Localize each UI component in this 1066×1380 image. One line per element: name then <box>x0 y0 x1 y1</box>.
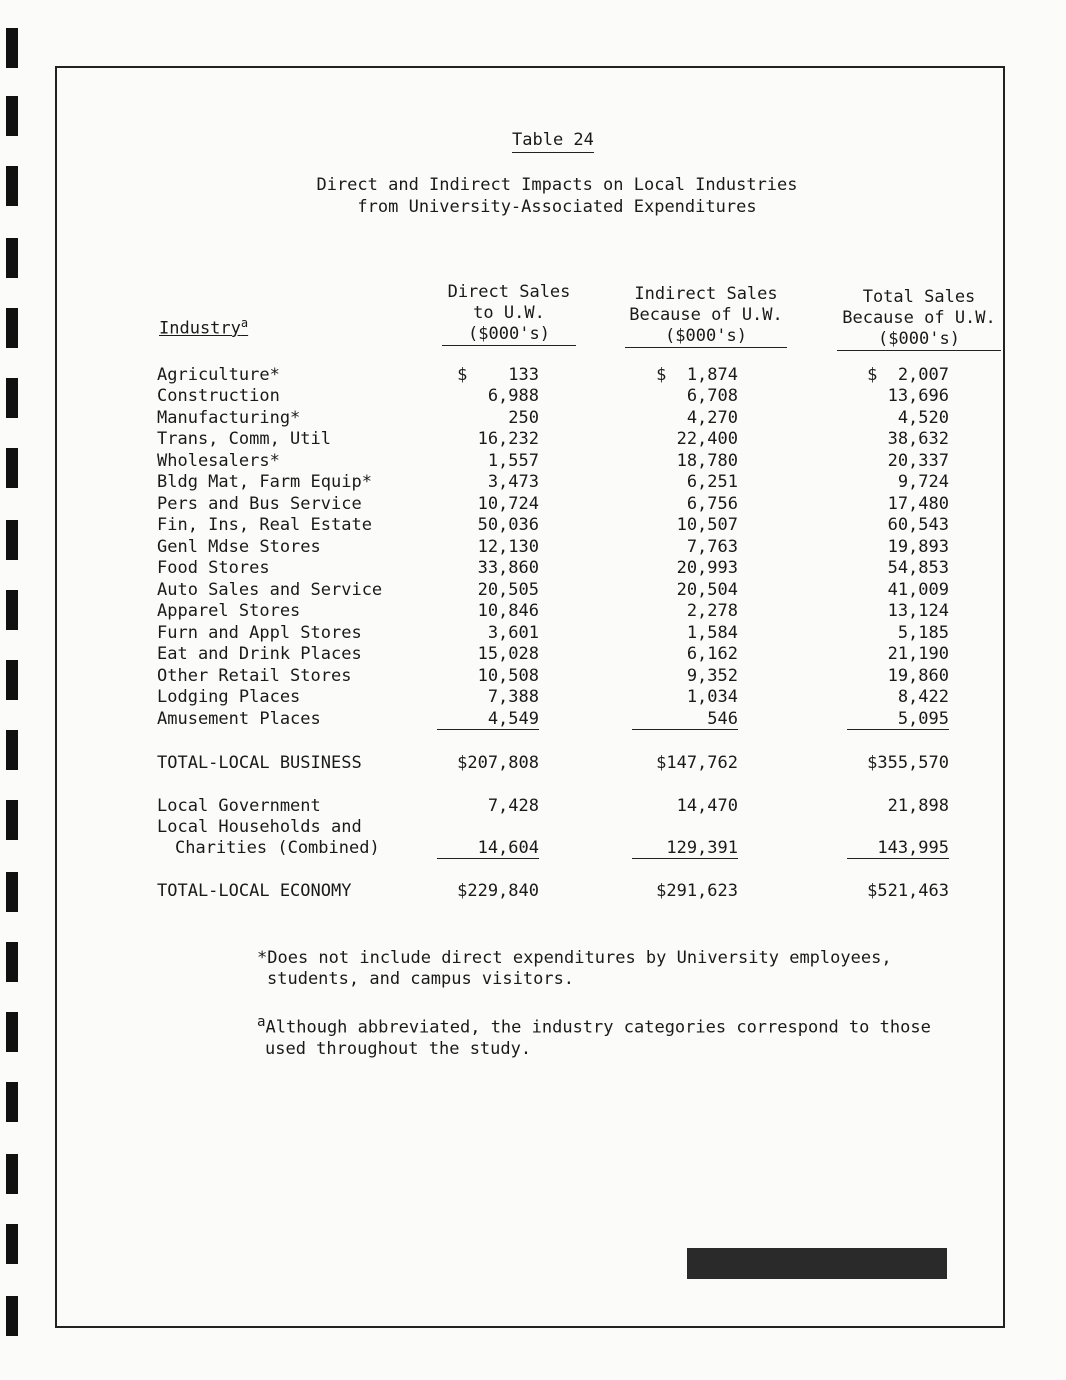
column-header-line: Because of U.W. <box>629 305 783 325</box>
column-header-line: Because of U.W. <box>842 308 996 328</box>
indirect-sales-value: 7,763 <box>686 537 738 557</box>
industry-label: Bldg Mat, Farm Equip* <box>157 472 372 492</box>
industry-label: Amusement Places <box>157 709 321 729</box>
column-header-total <box>837 287 1001 351</box>
binding-hole <box>6 1296 18 1336</box>
indirect-sales-value: 1,034 <box>686 687 738 707</box>
footnote-a-mark: a <box>257 1014 266 1030</box>
column-header-line: ($000's) <box>442 324 576 346</box>
total-local-economy-label: TOTAL-LOCAL ECONOMY <box>157 881 352 901</box>
direct-sales-value: 10,724 <box>477 494 539 514</box>
direct-sales-value: 4,549 <box>437 709 539 730</box>
industry-label: Manufacturing* <box>157 408 301 428</box>
total-sales-value: 41,009 <box>887 580 949 600</box>
direct-sales-value: 3,473 <box>487 472 539 492</box>
table-row <box>57 709 1003 730</box>
indirect-sales-value: 18,780 <box>676 451 738 471</box>
binding-hole <box>6 448 18 488</box>
binding-hole <box>6 378 18 418</box>
table-title <box>257 174 857 218</box>
table-row <box>57 494 1003 515</box>
direct-sales-value: $229,840 <box>457 881 539 901</box>
industry-label: Construction <box>157 386 280 406</box>
total-sales-value: 8,422 <box>897 687 949 707</box>
column-header-indirect <box>625 284 787 348</box>
table-row <box>57 515 1003 536</box>
total-sales-value: 19,893 <box>887 537 949 557</box>
table-row <box>57 687 1003 708</box>
total-sales-value: 54,853 <box>887 558 949 578</box>
direct-sales-value: 33,860 <box>477 558 539 578</box>
direct-sales-value: 7,428 <box>487 796 539 816</box>
footnote-line: Although abbreviated, the industry categories correspond to those <box>265 1017 931 1038</box>
table-row <box>57 623 1003 644</box>
industry-label: Pers and Bus Service <box>157 494 362 514</box>
total-sales-value: 9,724 <box>897 472 949 492</box>
total-sales-value: 13,124 <box>887 601 949 621</box>
total-sales-value: 5,095 <box>847 709 949 730</box>
footnote-line: used throughout the study. <box>265 1038 532 1059</box>
table-row <box>57 429 1003 450</box>
table-row <box>57 644 1003 665</box>
indirect-sales-value: $ 1,874 <box>656 365 738 385</box>
direct-sales-value: 50,036 <box>477 515 539 535</box>
binding-hole <box>6 238 18 278</box>
indirect-sales-value: 546 <box>632 709 738 730</box>
industry-label: Fin, Ins, Real Estate <box>157 515 372 535</box>
table-row <box>57 386 1003 407</box>
footnote-line: students, and campus visitors. <box>267 969 575 989</box>
indirect-sales-value: 6,708 <box>686 386 738 406</box>
direct-sales-value: 10,846 <box>477 601 539 621</box>
binding-hole <box>6 1154 18 1194</box>
total-sales-value: 17,480 <box>887 494 949 514</box>
total-local-business-row <box>57 753 1003 774</box>
direct-sales-value: 14,604 <box>437 838 539 859</box>
industry-label: Agriculture* <box>157 365 280 385</box>
binding-hole <box>6 730 18 770</box>
total-sales-value: 21,898 <box>887 796 949 816</box>
industry-label: Apparel Stores <box>157 601 301 621</box>
table-row <box>57 472 1003 493</box>
binding-hole <box>6 660 18 700</box>
indirect-sales-value: 6,162 <box>686 644 738 664</box>
binding-hole <box>6 96 18 136</box>
direct-sales-value: 6,988 <box>487 386 539 406</box>
table-row <box>57 558 1003 579</box>
industry-label: Lodging Places <box>157 687 301 707</box>
binding-hole <box>6 1224 18 1264</box>
binding-hole <box>6 28 18 68</box>
households-label-line2: Charities (Combined) <box>175 838 380 858</box>
total-sales-value: 60,543 <box>887 515 949 535</box>
footnote-line: *Does not include direct expenditures by University employees, <box>257 948 892 968</box>
industry-label: Food Stores <box>157 558 270 578</box>
total-local-business-label: TOTAL-LOCAL BUSINESS <box>157 753 362 773</box>
binding-hole <box>6 520 18 560</box>
direct-sales-value: 15,028 <box>477 644 539 664</box>
direct-sales-value: 12,130 <box>477 537 539 557</box>
households-label-line1: Local Households and <box>157 817 362 837</box>
indirect-sales-value: 1,584 <box>686 623 738 643</box>
indirect-sales-value: 10,507 <box>676 515 738 535</box>
indirect-sales-value: $291,623 <box>656 881 738 901</box>
footnote-a <box>257 1012 931 1060</box>
total-sales-value: 21,190 <box>887 644 949 664</box>
redaction-bar <box>687 1248 947 1279</box>
column-header-line: Total Sales <box>862 287 976 307</box>
direct-sales-value: $207,808 <box>457 753 539 773</box>
total-sales-value: $355,570 <box>867 753 949 773</box>
binding-hole <box>6 308 18 348</box>
indirect-sales-value: 22,400 <box>676 429 738 449</box>
table-row <box>57 537 1003 558</box>
total-sales-value: $521,463 <box>867 881 949 901</box>
indirect-sales-value: 9,352 <box>686 666 738 686</box>
table-row <box>57 666 1003 687</box>
local-government-label: Local Government <box>157 796 321 816</box>
total-sales-value: 19,860 <box>887 666 949 686</box>
column-header-line: Indirect Sales <box>634 284 778 304</box>
industry-footnote-mark: a <box>240 316 249 330</box>
indirect-sales-value: 6,251 <box>686 472 738 492</box>
industry-label: Auto Sales and Service <box>157 580 383 600</box>
binding-holes <box>6 0 24 1380</box>
industry-label: Genl Mdse Stores <box>157 537 321 557</box>
industry-label: Trans, Comm, Util <box>157 429 331 449</box>
industry-label: Furn and Appl Stores <box>157 623 362 643</box>
indirect-sales-value: 20,504 <box>676 580 738 600</box>
table-title-line2: from University-Associated Expenditures <box>357 197 757 217</box>
indirect-sales-value: 2,278 <box>686 601 738 621</box>
direct-sales-value: 250 <box>508 408 539 428</box>
column-header-line: ($000's) <box>625 326 787 348</box>
total-sales-value: $ 2,007 <box>867 365 949 385</box>
table-row <box>57 408 1003 429</box>
total-sales-value: 13,696 <box>887 386 949 406</box>
total-sales-value: 20,337 <box>887 451 949 471</box>
direct-sales-value: $ 133 <box>457 365 539 385</box>
binding-hole <box>6 166 18 206</box>
table-row <box>57 365 1003 386</box>
column-header-line: Direct Sales <box>447 282 571 302</box>
table-row <box>57 601 1003 622</box>
local-government-row <box>57 796 1003 817</box>
total-sales-value: 4,520 <box>897 408 949 428</box>
indirect-sales-value: 129,391 <box>632 838 738 859</box>
total-sales-value: 38,632 <box>887 429 949 449</box>
indirect-sales-value: 20,993 <box>676 558 738 578</box>
table-row <box>57 580 1003 601</box>
indirect-sales-value: 4,270 <box>686 408 738 428</box>
indirect-sales-value: 6,756 <box>686 494 738 514</box>
industry-header-text: Industry <box>159 318 241 339</box>
binding-hole <box>6 942 18 982</box>
direct-sales-value: 7,388 <box>487 687 539 707</box>
table-row <box>57 451 1003 472</box>
column-header-line: to U.W. <box>473 303 545 323</box>
page-frame <box>55 66 1005 1328</box>
column-header-line: ($000's) <box>837 329 1001 351</box>
industry-label: Wholesalers* <box>157 451 280 471</box>
direct-sales-value: 20,505 <box>477 580 539 600</box>
binding-hole <box>6 872 18 912</box>
indirect-sales-value: $147,762 <box>656 753 738 773</box>
industry-label: Eat and Drink Places <box>157 644 362 664</box>
industry-column-header <box>159 316 248 339</box>
binding-hole <box>6 1012 18 1052</box>
total-sales-value: 143,995 <box>847 838 949 859</box>
direct-sales-value: 16,232 <box>477 429 539 449</box>
column-header-direct <box>442 282 576 346</box>
binding-hole <box>6 1082 18 1122</box>
industry-label: Other Retail Stores <box>157 666 352 686</box>
direct-sales-value: 3,601 <box>487 623 539 643</box>
direct-sales-value: 10,508 <box>477 666 539 686</box>
direct-sales-value: 1,557 <box>487 451 539 471</box>
binding-hole <box>6 590 18 630</box>
total-local-economy-row <box>57 881 1003 902</box>
binding-hole <box>6 800 18 840</box>
households-row <box>57 838 1003 859</box>
footnote-asterisk <box>257 948 892 990</box>
households-label-row <box>57 817 1003 838</box>
table-label: Table 24 <box>512 130 594 153</box>
table-title-line1: Direct and Indirect Impacts on Local Industries <box>316 175 798 195</box>
indirect-sales-value: 14,470 <box>676 796 738 816</box>
total-sales-value: 5,185 <box>897 623 949 643</box>
